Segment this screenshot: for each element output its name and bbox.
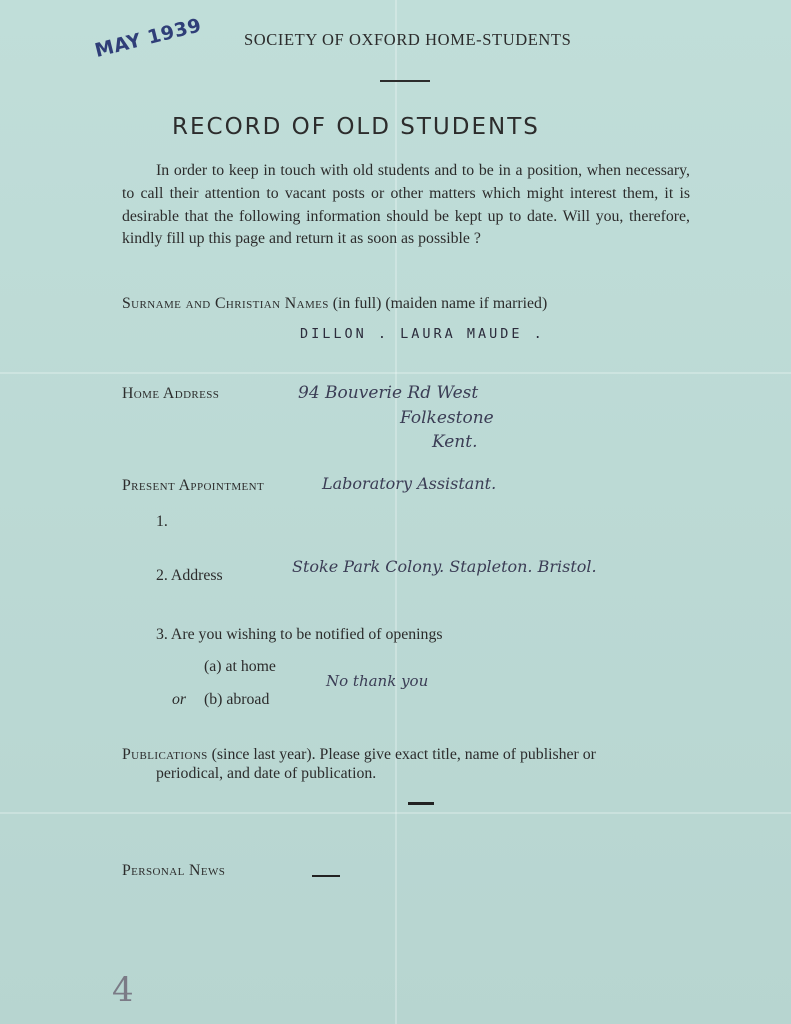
publications-instructions-line2: periodical, and date of publication. [156,765,377,782]
home-address-line2: Folkestone [400,408,494,428]
notify-answer-value: No thank you [326,672,429,690]
appointment-address-value: Stoke Park Colony. Stapleton. Bristol. [292,557,597,576]
society-header: SOCIETY OF OXFORD HOME-STUDENTS [244,30,572,49]
intro-text: In order to keep in touch with old students and to be in a position, when necessary, to call their attention to vacant posts or other matters which might interest them, it is desirable that the following information should be kept up to date. Will you, therefore, kindly fill up this page and return it as soon as possible ? [122,162,690,248]
intro-paragraph [122,160,690,251]
notify-at-home-text: (a) at home [204,658,276,675]
home-address-line1: 94 Bouverie Rd West [298,383,479,403]
header-rule [380,80,430,82]
name-label-caps: Surname and Christian Names [122,295,329,312]
personal-news-label: Personal News [122,862,226,879]
name-label-rest: (in full) (maiden name if married) [328,295,548,312]
notify-at-home-option [204,658,276,676]
appointment-item-2-label: 2. Address [156,567,223,584]
appointment-item-1: 1. [156,513,168,530]
home-address-label: Home Address [122,385,220,402]
fold-line [395,0,397,1024]
personal-news-dash [312,875,340,877]
home-address-line3: Kent. [432,432,478,452]
publications-label [122,746,596,764]
notify-or-word: or [172,691,187,708]
present-appointment-value: Laboratory Assistant. [322,474,497,493]
page-number: 4 [112,970,134,1010]
publications-dash [408,802,434,805]
name-value: DILLON . LAURA MAUDE . [300,326,545,342]
present-appointment-label: Present Appointment [122,477,265,494]
publications-label-caps: Publications [122,746,208,763]
notify-abroad-option: (b) abroad [204,691,270,708]
page-title: RECORD OF OLD STUDENTS [172,114,540,140]
appointment-item-3-label: 3. Are you wishing to be notified of openings [156,626,443,643]
name-field-label [122,295,547,313]
date-stamp: MAY 1939 [92,14,204,63]
publications-instructions: (since last year). Please give exact title, name of publisher or [207,746,596,763]
